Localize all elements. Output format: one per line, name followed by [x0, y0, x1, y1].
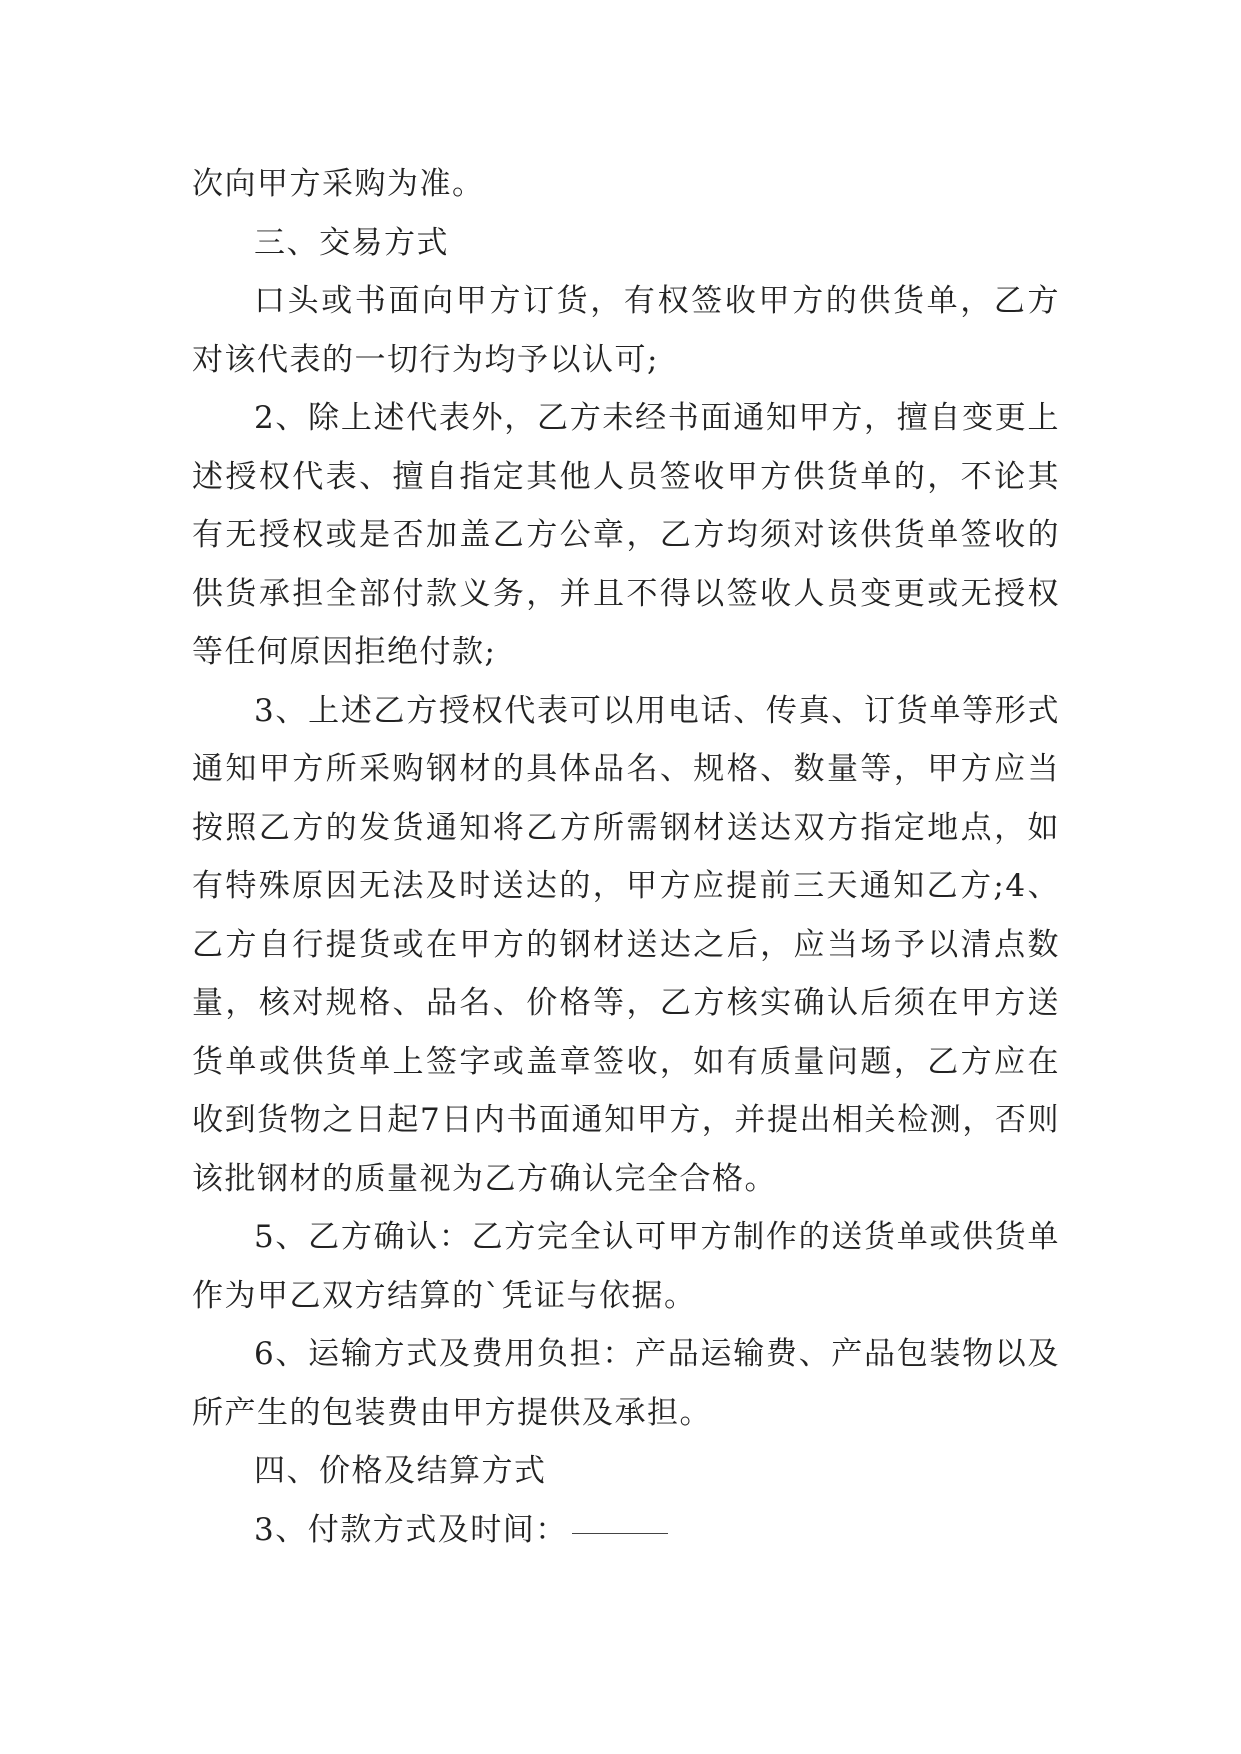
fill-in-blank-line	[572, 1532, 668, 1534]
section-heading-price-settlement: 四、价格及结算方式	[254, 1453, 547, 1489]
paragraph-ordering: 口头或书面向甲方订货，有权签收甲方的供货单，乙方对该代表的一切行为均予以认可;	[192, 283, 1060, 378]
paragraph-payment	[192, 1501, 1060, 1560]
section-heading-trade-method: 三、交易方式	[254, 224, 449, 261]
paragraph-item-2: 2、除上述代表外，乙方未经书面通知甲方，擅自变更上述授权代表、擅自指定其他人员签收甲方供货单的，不论其有无授权或是否加盖乙方公章，乙方均须对该供货单签收的供货承担全部付款义务，并且不得以签收人员变更或无授权等任何原因拒绝付款;	[192, 400, 1060, 670]
payment-label: 3、付款方式及时间：	[254, 1511, 568, 1548]
paragraph-item-5: 5、乙方确认：乙方完全认可甲方制作的送货单或供货单作为甲乙双方结算的`凭证与依据。	[192, 1219, 1060, 1314]
paragraph-item-3-4: 3、上述乙方授权代表可以用电话、传真、订货单等形式通知甲方所采购钢材的具体品名、规格、数量等，甲方应当按照乙方的发货通知将乙方所需钢材送达双方指定地点，如有特殊原因无法及时送达的，甲方应提前三天通知乙方;4、乙方自行提货或在甲方的钢材送达之后，应当场予以清点数量，核对规格、品名、价格等，乙方核实确认后须在甲方送货单或供货单上签字或盖章签收，如有质量问题，乙方应在收到货物之日起7日内书面通知甲方，并提出相关检测，否则该批钢材的质量视为乙方确认完全合格。	[192, 692, 1060, 1197]
document-page	[192, 155, 1060, 1559]
paragraph-item-6: 6、运输方式及费用负担：产品运输费、产品包装物以及所产生的包装费由甲方提供及承担。	[192, 1336, 1060, 1431]
paragraph-continuation: 次向甲方采购为准。	[192, 166, 485, 202]
